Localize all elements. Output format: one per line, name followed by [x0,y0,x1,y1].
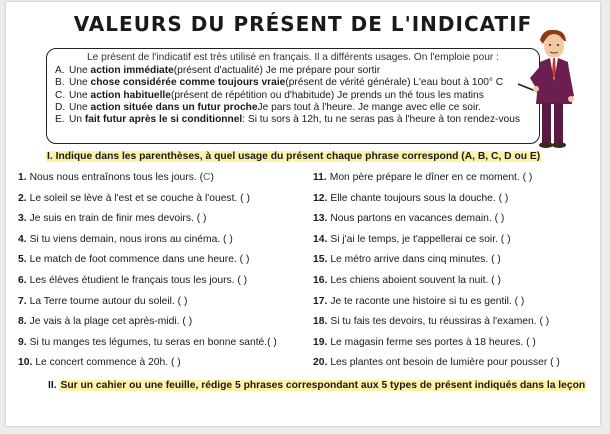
exercise-1-left-column [18,172,314,378]
exercise-2-instruction [48,380,586,391]
exercise-2-number: II. [48,380,57,391]
sentence-text: Nous nous entraînons tous les jours. ( [29,172,204,183]
page-title: VALEURS DU PRÉSENT DE L'INDICATIF [73,12,533,36]
sentence-text: Le métro arrive dans cinq minutes. ( ) [330,254,501,266]
rule-letter: D. [55,101,66,113]
list-item: 9. Si tu manges tes légumes, tu seras en bonne santé.( ) [18,336,277,348]
list-item: 2. Le soleil se lève à l'est et se couche à l'ouest. ( ) [18,192,250,204]
rule-keyword: action immédiate [90,65,174,77]
exercise-1-instruction [46,151,541,162]
worksheet-page [6,2,600,426]
rule-text: (présent d'actualité) Je me prépare pour sortir [173,65,381,77]
list-item: 1. Nous nous entraînons tous les jours. ( C ) [18,172,214,183]
list-item: 19. Le magasin ferme ses portes à 18 heures. ( ) [313,336,536,348]
sentence-text: Je vais à la plage cet après-midi. ( ) [29,316,193,328]
list-item: 4. Si tu viens demain, nous irons au cinéma. ( ) [18,233,233,245]
sentence-text: Si tu manges tes légumes, tu seras en bonne santé.( ) [29,336,277,348]
list-item: 6. Les élèves étudient le français tous les jours. ( ) [18,274,248,286]
rule-text: : Si tu sors à 12h, tu ne seras pas à l'heure à ton rendez-vous [242,114,520,126]
sentence-text: Le soleil se lève à l'est et se couche à l'ouest. ( ) [29,192,250,204]
list-item: 5. Le match de foot commence dans une heure. ( ) [18,254,250,266]
list-item: 7. La Terre tourne autour du soleil. ( ) [18,295,188,307]
rule-a [55,65,531,77]
rule-keyword: fait futur après le si conditionnel [84,114,243,126]
list-item: 18. Si tu fais tes devoirs, tu réussiras à l'examen. ( ) [313,316,550,328]
rule-letter: A. [55,65,65,77]
rule-prefix: Une [69,77,88,89]
sentence-text: Les plantes ont besoin de lumière pour pousser ( ) [330,357,560,369]
sentence-text: Le concert commence à 20h. ( ) [35,357,181,369]
rule-text: (présent de vérité générale) L'eau bout à 100° C [285,77,504,89]
rule-prefix: Un [69,114,83,126]
rule-text: (présent de répétition ou d'habitude) Je prends un thé tous les matins [170,89,484,101]
sentence-text: Je te raconte une histoire si tu es gentil. ( ) [330,295,525,307]
sentence-text: Si tu fais tes devoirs, tu réussiras à l'examen. ( ) [330,316,550,328]
rule-d [55,102,531,114]
sentence-text: Le magasin ferme ses portes à 18 heures. ( ) [330,336,536,348]
rule-letter: C. [55,89,66,101]
sentence-text: Les chiens aboient souvent la nuit. ( ) [330,274,501,286]
rule-prefix: Une [69,65,88,77]
list-item: 13. Nous partons en vacances demain. ( ) [313,213,505,225]
rule-text: Je pars tout à l'heure. Je mange avec elle ce soir. [257,101,481,113]
list-item: 20. Les plantes ont besoin de lumière pour pousser ( ) [313,357,560,369]
rule-keyword: action habituelle [90,89,171,101]
teacher-illustration [516,26,586,151]
list-item: 8. Je vais à la plage cet après-midi. ( ) [18,316,193,328]
sentence-text: Elle chante toujours sous la douche. ( ) [330,192,509,204]
sentence-text: Si j'ai le temps, je t'appellerai ce soir. ( ) [330,233,511,245]
sentence-text: Les élèves étudient le français tous les jours. ( ) [29,274,248,286]
exercise-2-label: Sur un cahier ou une feuille, rédige 5 phrases correspondant aux 5 types de présent indiqués dans la leçon [60,380,586,391]
list-item: 12. Elle chante toujours sous la douche. ( ) [313,192,509,204]
sentence-text: Le match de foot commence dans une heure. ( ) [29,254,250,266]
rule-e [55,114,531,126]
rules-intro: Le présent de l'indicatif est très utilisé en français. Il a différents usages. On l'emploie pour : [87,52,499,63]
list-item: 10. Le concert commence à 20h. ( ) [18,357,181,369]
sentence-text: Je suis en train de finir mes devoirs. ( ) [29,213,207,225]
answer-text[interactable]: C [203,172,211,183]
rule-b [55,77,531,89]
list-item: 14. Si j'ai le temps, je t'appellerai ce soir. ( ) [313,233,511,245]
rule-keyword: action située dans un futur proche [90,101,258,113]
sentence-text: Nous partons en vacances demain. ( ) [330,213,505,225]
list-item: 15. Le métro arrive dans cinq minutes. ( ) [313,254,501,266]
list-item: 11. Mon père prépare le dîner en ce moment. ( ) [313,172,533,183]
rule-letter: B. [55,77,65,89]
list-item: 16. Les chiens aboient souvent la nuit. ( ) [313,274,501,286]
list-item: 17. Je te raconte une histoire si tu es gentil. ( ) [313,295,525,307]
exercise-1-label: I. Indique dans les parenthèses, à quel usage du présent chaque phrase correspond (A, B, C, D ou E) [47,151,541,162]
sentence-text: Si tu viens demain, nous irons au cinéma. ( ) [29,233,233,245]
rule-c [55,90,531,102]
rules-box [46,48,540,144]
rule-prefix: Une [69,89,88,101]
sentence-text: Mon père prépare le dîner en ce moment. ( ) [329,172,533,183]
sentence-text: La Terre tourne autour du soleil. ( ) [29,295,188,307]
exercise-1-right-column [313,172,603,378]
rule-prefix: Une [69,101,88,113]
rule-keyword: chose considérée comme toujours vraie [90,77,286,89]
list-item: 3. Je suis en train de finir mes devoirs. ( ) [18,213,207,225]
rule-letter: E. [55,114,65,126]
